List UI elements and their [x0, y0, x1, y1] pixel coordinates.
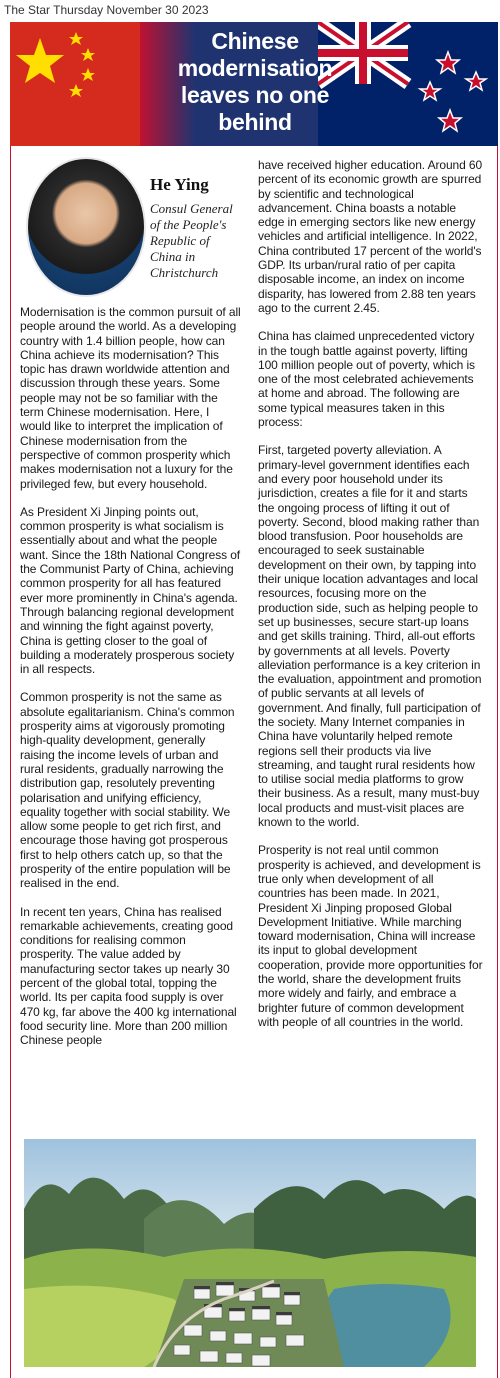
article-paragraph: China has claimed unprecedented victory in the tough battle against poverty, lifting 100 million people out of poverty, which is one of the most celebrated achievements at home and abroad. The following are some typical measures taken in this process:	[258, 329, 475, 430]
headline-line: Chinese	[211, 28, 299, 54]
nz-star-icon	[437, 52, 459, 73]
village-landscape-photo	[24, 1139, 476, 1367]
small-star-icon	[81, 68, 95, 81]
karst-mountains	[24, 1139, 476, 1367]
author-box	[18, 155, 253, 300]
nz-star-icon	[420, 82, 440, 100]
article-paragraph: Modernisation is the common pursuit of all people around the world. As a developing country with 1.4 billion people, how can China achieve its modernisation? This topic has drawn worldwide attention and discussion through these years. Some people may not be so familiar with the term Chinese modernisation. Here, I would like to interpret the implication of Chinese modernisation from the perspective of common prosperity which makes modernisation not a luxury for the privileged few, but every household.	[20, 305, 241, 491]
article-paragraph: have received higher education. Around 60 percent of its economic growth are spurred by scientific and technological advancement. China boasts a notable edge in emerging sectors like new energy vehicles and artificial intelligence. In 2022, China contributed 17 percent of the world's GDP. Its urban/rural ratio of per capita disposable income, an index on income disparity, has lowered from 2.88 ten years ago to the current 2.45.	[258, 158, 483, 315]
author-title-line: of the People's	[150, 217, 227, 232]
headline-line: leaves no one	[180, 82, 330, 108]
article-paragraph: Common prosperity is not the same as absolute egalitarianism. China's common prosperity aims at vigorously promoting high-quality development, generally raising the income levels of urban and rural residents, gradually narrowing the distribution gap, resolutely preventing polarisation and unifying efficiency, equality together with social stability. We allow some people to get rich first, and encourage those having got prosperous first to help others catch up, so that the prosperity of the entire population will be realised in the end.	[20, 690, 235, 891]
article-column-left	[20, 305, 242, 1062]
article-paragraph: In recent ten years, China has realised remarkable achievements, creating good conditions for realising common prosperity. The value added by manufacturing sector takes up nearly 30 percent of the global total, topping the world. Its per capita food supply is over 470 kg, far above the 400 kg international food security line. More than 200 million Chinese people	[20, 904, 237, 1048]
small-star-icon	[69, 32, 83, 45]
author-title-line: Christchurch	[150, 265, 219, 280]
china-flag-icon	[10, 22, 140, 146]
big-star-icon	[16, 38, 64, 83]
small-star-icon	[69, 84, 83, 97]
author-title-line: China in	[150, 249, 196, 264]
article-paragraph: Prosperity is not real until common prosperity is achieved, and development is true only when development of all countries has been made. In 2021, President Xi Jinping proposed Global Development Initiative. While marching toward modernisation, China will increase its input to global development cooperation, provide more opportunities for the world, share the development fruits more widely and fairly, and embrace a brighter future of common development with people of all countries in the world.	[258, 843, 483, 1029]
small-star-icon	[81, 48, 95, 61]
headline	[130, 28, 380, 136]
headline-banner	[10, 22, 498, 146]
author-title-line: Consul General	[150, 201, 233, 216]
masthead: The Star Thursday November 30 2023	[4, 3, 209, 17]
headline-line: modernisation	[177, 55, 333, 81]
article-paragraph: First, targeted poverty alleviation. A primary-level government identifies each and every poor household under its jurisdiction, creates a file for it and starts the ongoing process of lifting it out of poverty. Second, blood making rather than blood transfusion. Poor households are encouraged to seek sustainable development on their own, by tapping into their unique location advantages and local resources, focusing more on the production side, such as helping people to set up businesses, secure start-up loans and get skills training. Third, all-out efforts by governments at all levels. Poverty alleviation performance is a key criterion in the evaluation, appointment and promotion of public servants at all levels of government. And finally, full participation of the society. Many Internet companies in China have voluntarily helped remote regions sell their products via live streaming, and taught rural residents how to utilise social media platforms to grow their business. As a result, many must-buy local products and must-visit places are known to the world.	[258, 443, 482, 830]
nz-star-icon	[439, 110, 461, 131]
article-column-right	[258, 158, 484, 1043]
author-title	[150, 201, 260, 281]
headline-line: behind	[218, 109, 292, 135]
article-paragraph: As President Xi Jinping points out, common prosperity is what socialism is essentially about and what the people want. Since the 18th National Congress of the Communist Party of China, achieving common prosperity for all has featured ever more prominently in China's agenda. Through balancing regional development and winning the fight against poverty, China is getting closer to the goal of building a moderately prosperous society in all respects.	[20, 504, 241, 677]
author-portrait	[26, 157, 146, 297]
author-name: He Ying	[150, 175, 209, 194]
nz-star-icon	[466, 72, 486, 90]
author-title-line: Republic of	[150, 233, 210, 248]
